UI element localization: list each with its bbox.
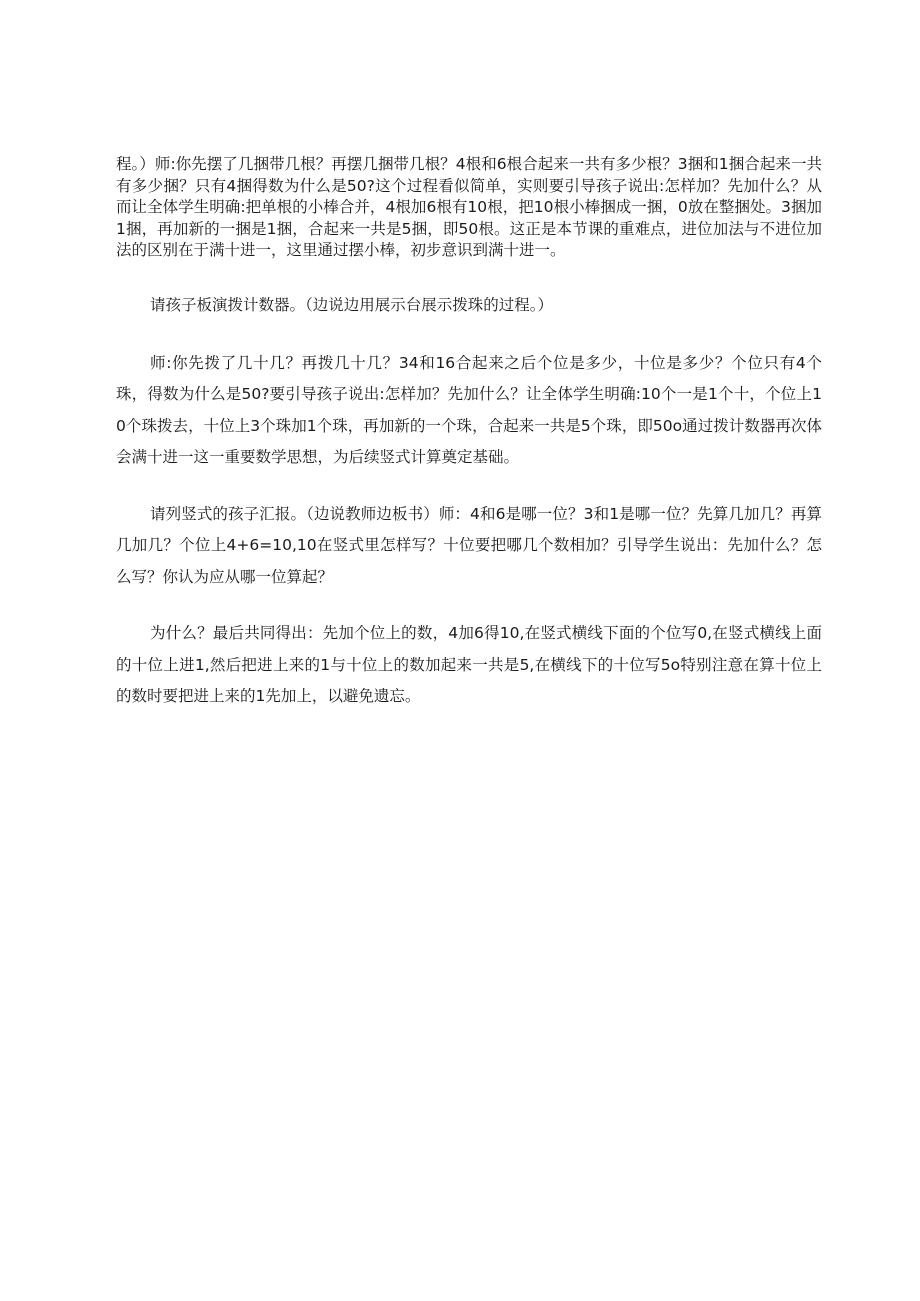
document-body (116, 154, 822, 713)
paragraph-stick-bundles: 程。）师:你先摆了几捆带几根？再摆几捆带几根？4根和6根合起来一共有多少根？3捆和1捆合起来一共有多少捆？只有4捆得数为什么是50?这个过程看似简单，实则要引导孩子说出:怎样加？先加什么？从而让全体学生明确:把单根的小棒合并，4根加6根有10根，把10根小棒捆成一捆，0放在整捆处。3捆加1捆，再加新的一捆是1捆，合起来一共是5捆，即50根。这正是本节课的重难点，进位加法与不进位加法的区别在于满十进一，这里通过摆小棒，初步意识到满十进一。 (116, 155, 822, 260)
paragraph-conclusion: 为什么？最后共同得出：先加个位上的数，4加6得10,在竖式横线下面的个位写0,在竖式横线上面的十位上进1,然后把进上来的1与十位上的数加起来一共是5,在横线下的十位写5o特别注意在算十位上的数时要把进上来的1先加上，以避免遗忘。 (116, 624, 822, 706)
paragraph-counter-explanation: 师:你先拨了几十几？再拨几十几？34和16合起来之后个位是多少，十位是多少？个位只有4个珠，得数为什么是50?要引导孩子说出:怎样加？先加什么？让全体学生明确:10个一是1个十，个位上10个珠拨去，十位上3个珠加1个珠，再加新的一个珠，合起来一共是5个珠，即50o通过拨计数器再次体会满十进一这一重要数学思想，为后续竖式计算奠定基础。 (116, 353, 822, 467)
paragraph-counter-demo: 请孩子板演拨计数器。（边说边用展示台展示拨珠的过程。） (150, 295, 554, 314)
paragraph-vertical-form-report: 请列竖式的孩子汇报。（边说教师边板书）师：4和6是哪一位？3和1是哪一位？先算几加几？再算几加几？个位上4+6=10,10在竖式里怎样写？十位要把哪几个数相加？引导学生说出：先加什么？怎么写？你认为应从哪一位算起？ (116, 504, 822, 586)
